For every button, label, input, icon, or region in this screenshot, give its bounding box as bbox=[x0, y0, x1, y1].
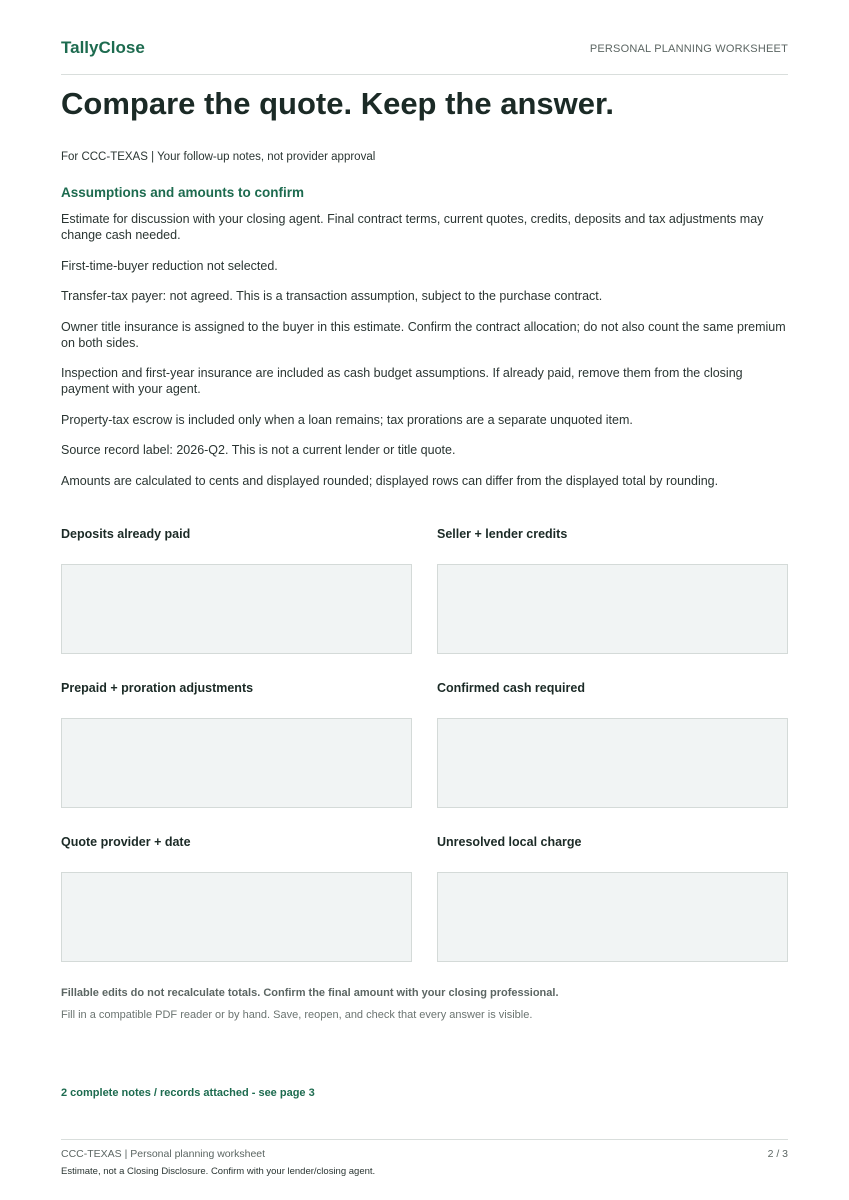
assumption-item: Property-tax escrow is included only when a loan remains; tax prorations are a separate unquoted item. bbox=[61, 412, 633, 427]
assumption-item: Inspection and first-year insurance are included as cash budget assumptions. If already paid, remove them from the closing payment with your agent. bbox=[61, 366, 743, 396]
assumption-item: First-time-buyer reduction not selected. bbox=[61, 258, 278, 273]
assumption-item: Transfer-tax payer: not agreed. This is a transaction assumption, subject to the purchase contract. bbox=[61, 289, 603, 303]
page-header bbox=[61, 38, 788, 75]
attached-records-note: 2 complete notes / records attached - see page 3 bbox=[61, 1087, 315, 1099]
deposits-field[interactable] bbox=[61, 564, 412, 654]
page-subtitle: For CCC-TEXAS | Your follow-up notes, not provider approval bbox=[61, 151, 376, 163]
credits-field[interactable] bbox=[437, 564, 788, 654]
quote-provider-label: Quote provider + date bbox=[61, 835, 191, 849]
page-footer bbox=[61, 1139, 788, 1177]
cash-required-label: Confirmed cash required bbox=[437, 681, 585, 695]
recalc-notice: Fillable edits do not recalculate totals. Confirm the final amount with your closing professional. bbox=[61, 987, 559, 999]
fill-help-text: Fill in a compatible PDF reader or by hand. Save, reopen, and check that every answer is visible. bbox=[61, 1009, 533, 1021]
quote-provider-field[interactable] bbox=[61, 872, 412, 962]
assumption-item: Source record label: 2026-Q2. This is not a current lender or title quote. bbox=[61, 443, 456, 457]
assumption-item: Owner title insurance is assigned to the buyer in this estimate. Confirm the contract allocation; do not also count the same premium on both sides. bbox=[61, 319, 786, 350]
prepaid-field[interactable] bbox=[61, 718, 412, 808]
footer-label: CCC-TEXAS | Personal planning worksheet bbox=[61, 1148, 266, 1160]
prepaid-label: Prepaid + proration adjustments bbox=[61, 681, 254, 695]
page-number: 2 / 3 bbox=[767, 1148, 788, 1160]
local-charge-label: Unresolved local charge bbox=[437, 835, 582, 849]
credits-label: Seller + lender credits bbox=[437, 527, 568, 541]
cash-required-field[interactable] bbox=[437, 718, 788, 808]
footer-disclaimer: Estimate, not a Closing Disclosure. Confirm with your lender/closing agent. bbox=[61, 1166, 376, 1177]
assumptions-heading: Assumptions and amounts to confirm bbox=[61, 185, 305, 200]
assumption-item: Amounts are calculated to cents and displayed rounded; displayed rows can differ from the displayed total by rounding. bbox=[61, 473, 719, 488]
assumption-item: Estimate for discussion with your closing agent. Final contract terms, current quotes, credits, deposits and tax adjustments may change cash needed. bbox=[61, 212, 764, 242]
deposits-label: Deposits already paid bbox=[61, 527, 191, 541]
assumptions-list bbox=[61, 211, 788, 503]
local-charge-field[interactable] bbox=[437, 872, 788, 962]
brand-logo: TallyClose bbox=[61, 38, 145, 57]
document-kind: PERSONAL PLANNING WORKSHEET bbox=[589, 43, 788, 55]
page-title: Compare the quote. Keep the answer. bbox=[61, 86, 614, 121]
